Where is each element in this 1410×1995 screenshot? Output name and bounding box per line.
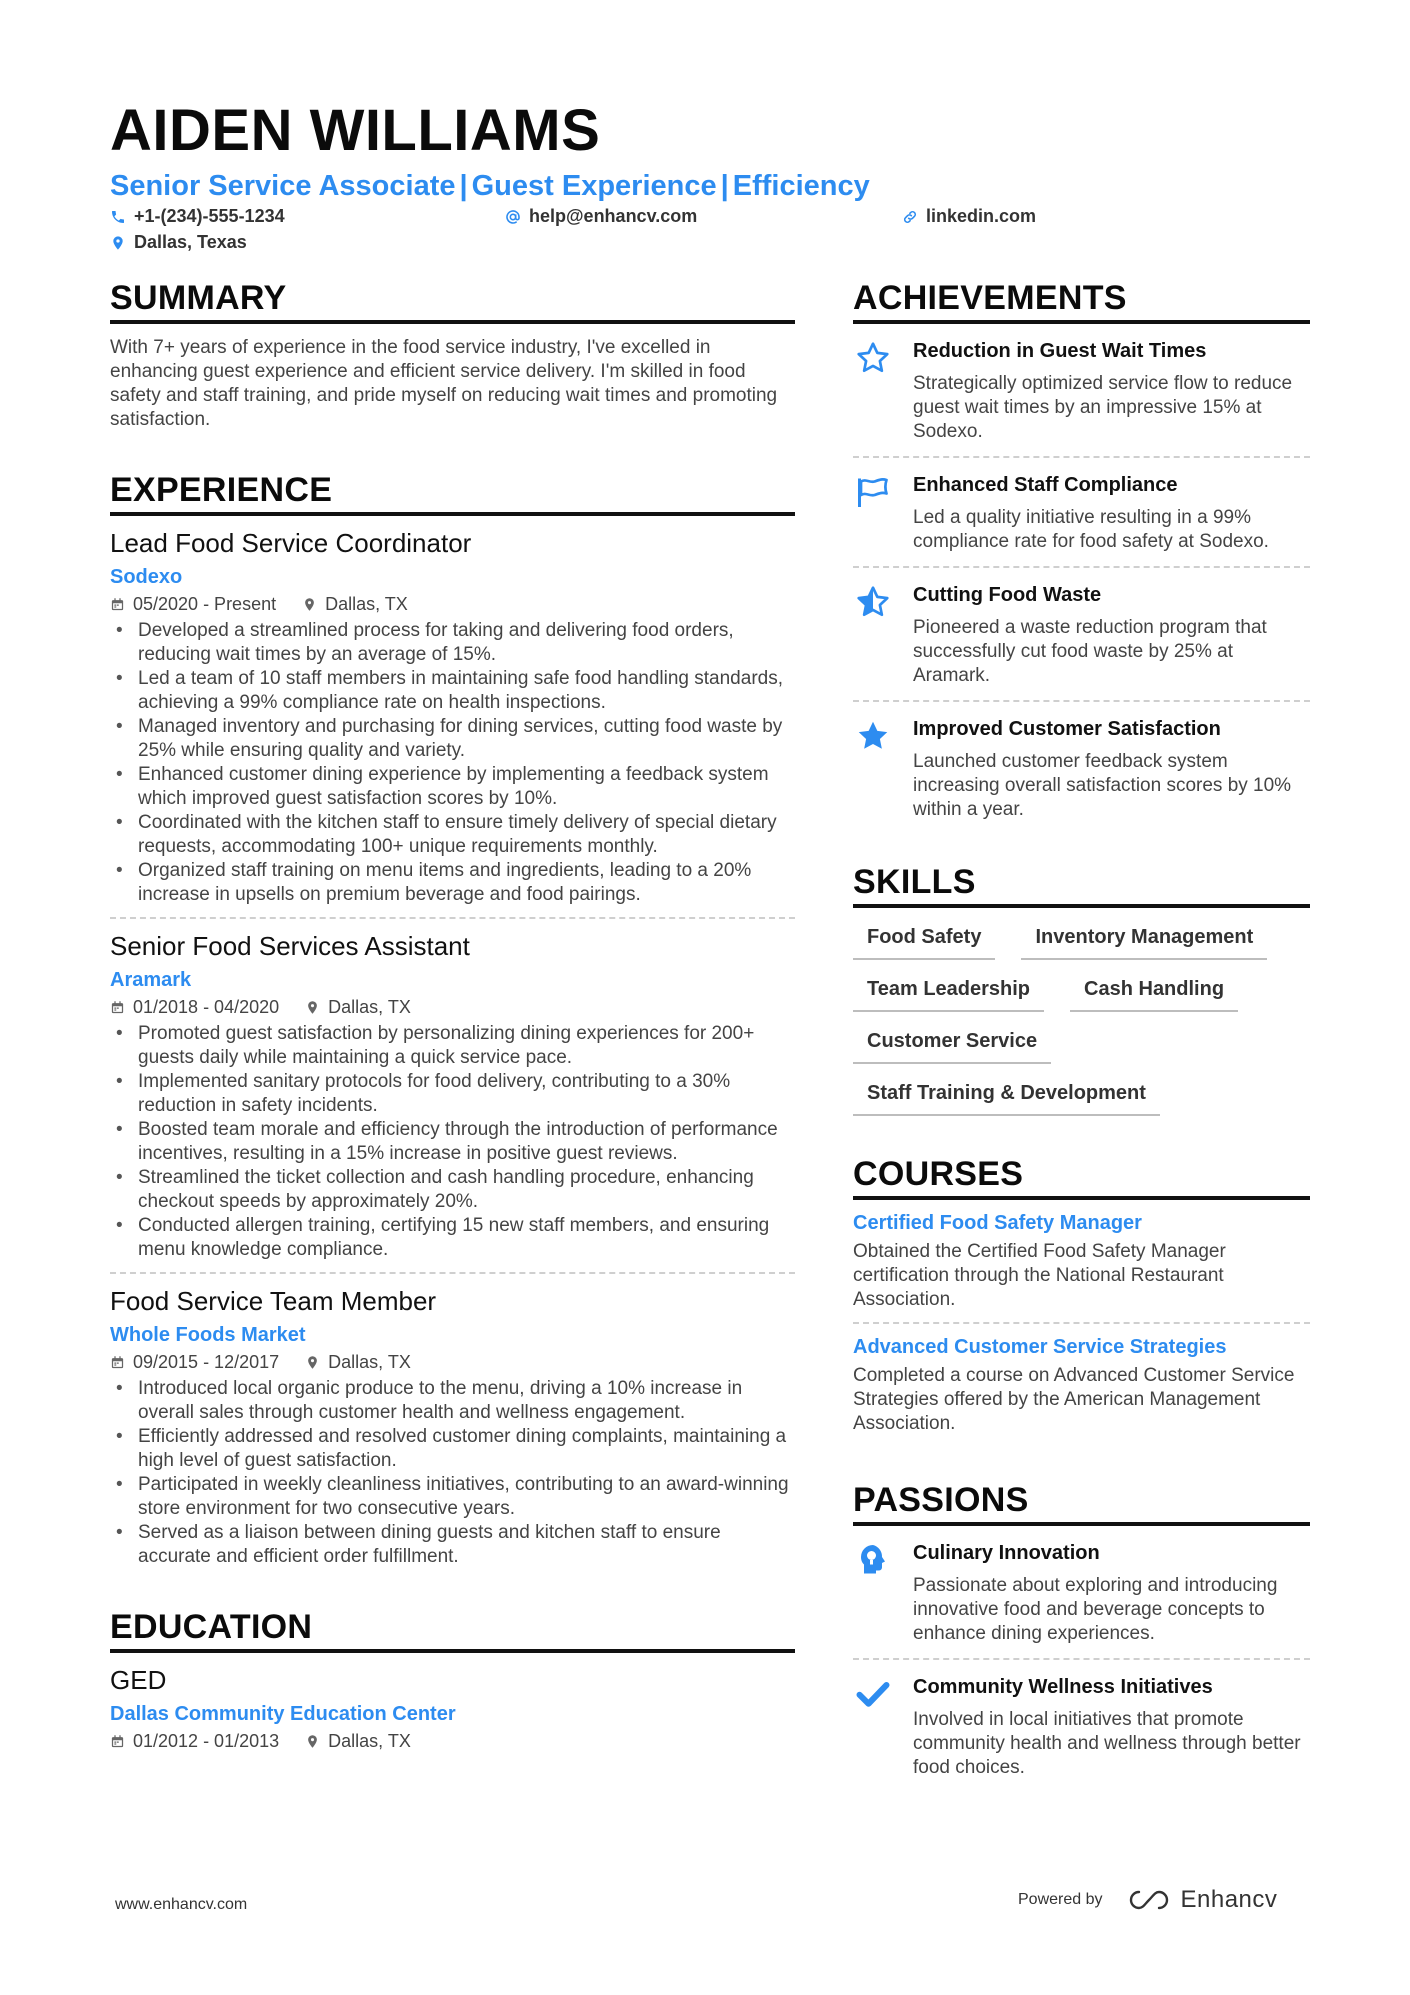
job-location-text: Dallas, TX (328, 997, 411, 1017)
left-column (110, 278, 795, 1752)
job-bullets (110, 1377, 795, 1569)
job-company[interactable]: Whole Foods Market (110, 1324, 306, 1346)
achievement-item (853, 702, 1310, 834)
star-filled-icon (855, 718, 891, 754)
experience-section (110, 470, 795, 1579)
education-school[interactable]: Dallas Community Education Center (110, 1703, 456, 1725)
skill-tag: Team Leadership (853, 976, 1044, 1012)
education-section (110, 1607, 795, 1752)
job-entry (110, 526, 795, 919)
education-meta (110, 1731, 795, 1752)
course-item (853, 1324, 1310, 1446)
course-title[interactable]: Advanced Customer Service Strategies (853, 1336, 1227, 1358)
job-dates (110, 1352, 279, 1373)
right-column (853, 278, 1310, 1792)
enhancv-logo-icon (1127, 1887, 1171, 1913)
flag-icon (855, 474, 891, 510)
passion-item (853, 1526, 1310, 1660)
linkedin-text: linkedin.com (926, 206, 1037, 226)
achievement-title: Enhanced Staff Compliance (913, 474, 1178, 496)
achievement-desc: Pioneered a waste reduction program that successfully cut food waste by 25% at Aramark. (913, 617, 1267, 686)
skills-section (853, 862, 1310, 1116)
course-desc: Obtained the Certified Food Safety Manager certification through the National Restaurant Association. (853, 1241, 1226, 1310)
powered-by-text: Powered by (1018, 1891, 1103, 1908)
bullet-item: • Boosted team morale and efficiency through the introduction of performance incentives, resulting in a 15% increase in positive guest reviews. (110, 1118, 795, 1166)
job-dates (110, 594, 276, 615)
job-company[interactable]: Aramark (110, 969, 192, 991)
calendar-icon (110, 597, 125, 612)
footer-website[interactable]: www.enhancv.com (115, 1896, 248, 1913)
achievement-desc: Led a quality initiative resulting in a 99% compliance rate for food safety at Sodexo. (913, 507, 1269, 552)
candidate-title (110, 168, 1310, 204)
location-pin-icon (110, 235, 126, 251)
phone-icon (110, 209, 126, 225)
section-heading: EDUCATION (110, 1607, 795, 1653)
contact-info (110, 206, 1310, 262)
achievement-title: Improved Customer Satisfaction (913, 718, 1221, 740)
education-dates (110, 1731, 279, 1752)
location-pin-icon (305, 1734, 320, 1749)
section-heading: ACHIEVEMENTS (853, 278, 1310, 324)
passion-title: Community Wellness Initiatives (913, 1676, 1213, 1698)
checkmark-icon (855, 1676, 891, 1712)
passion-title: Culinary Innovation (913, 1542, 1100, 1564)
head-bulb-icon (855, 1542, 891, 1578)
star-half-icon (855, 584, 891, 620)
job-meta (110, 594, 795, 615)
education-dates-text: 01/2012 - 01/2013 (133, 1731, 280, 1751)
title-separator: | (459, 170, 468, 202)
contact-email[interactable] (505, 206, 697, 227)
resume-header (110, 98, 1310, 262)
brand-logo[interactable] (1127, 1886, 1278, 1914)
job-meta (110, 1352, 795, 1373)
candidate-name: AIDEN WILLIAMS (110, 98, 601, 163)
title-separator: | (720, 170, 729, 202)
course-item (853, 1200, 1310, 1324)
bullet-item: • Enhanced customer dining experience by implementing a feedback system which improved guest satisfaction scores by 10%. (110, 763, 795, 811)
education-degree: GED (110, 1665, 167, 1695)
bullet-item: • Developed a streamlined process for taking and delivering food orders, reducing wait times by an average of 15%. (110, 619, 795, 667)
job-dates-text: 09/2015 - 12/2017 (133, 1352, 280, 1372)
achievement-desc: Strategically optimized service flow to reduce guest wait times by an impressive 15% at Sodexo. (913, 373, 1293, 442)
email-text: help@enhancv.com (529, 206, 698, 226)
title-part: Guest Experience (471, 170, 717, 202)
contact-phone[interactable] (110, 206, 285, 227)
job-company[interactable]: Sodexo (110, 566, 183, 588)
bullet-item: • Efficiently addressed and resolved customer dining complaints, maintaining a high level of guest satisfaction. (110, 1425, 795, 1473)
summary-text: With 7+ years of experience in the food service industry, I've excelled in enhancing guest experience and efficient service delivery. I'm skilled in food safety and staff training, and pride myself on reducing wait times and promoting satisfaction. (110, 337, 778, 430)
section-heading: SUMMARY (110, 278, 795, 324)
location-pin-icon (302, 597, 317, 612)
course-desc: Completed a course on Advanced Customer Service Strategies offered by the American Management Association. (853, 1365, 1295, 1434)
title-part: Efficiency (732, 170, 870, 202)
achievement-title: Cutting Food Waste (913, 584, 1102, 606)
skill-tag: Food Safety (853, 924, 995, 960)
job-location (302, 594, 408, 615)
bullet-item: • Participated in weekly cleanliness initiatives, contributing to an award-winning store environment for two consecutive years. (110, 1473, 795, 1521)
section-heading: PASSIONS (853, 1480, 1310, 1526)
job-dates-text: 05/2020 - Present (133, 594, 277, 614)
bullet-item: • Promoted guest satisfaction by personalizing dining experiences for 200+ guests daily while maintaining a quick service pace. (110, 1022, 795, 1070)
skill-tag: Customer Service (853, 1028, 1051, 1064)
education-location-text: Dallas, TX (328, 1731, 411, 1751)
star-outline-icon (855, 340, 891, 376)
location-pin-icon (305, 1355, 320, 1370)
achievement-item (853, 324, 1310, 458)
brand-name: Enhancv (1180, 1886, 1278, 1913)
bullet-item: • Introduced local organic produce to the menu, driving a 10% increase in overall sales through customer health and wellness engagement. (110, 1377, 795, 1425)
achievement-item (853, 568, 1310, 702)
calendar-icon (110, 1000, 125, 1015)
job-bullets (110, 619, 795, 907)
job-bullets (110, 1022, 795, 1262)
skill-tag: Inventory Management (1021, 924, 1267, 960)
achievement-title: Reduction in Guest Wait Times (913, 340, 1207, 362)
calendar-icon (110, 1355, 125, 1370)
job-location-text: Dallas, TX (325, 594, 408, 614)
contact-location (110, 232, 247, 253)
contact-linkedin[interactable] (902, 206, 1036, 227)
courses-section (853, 1154, 1310, 1446)
bullet-item: • Coordinated with the kitchen staff to ensure timely delivery of special dietary requests, accommodating 100+ unique requirements monthly. (110, 811, 795, 859)
job-entry (110, 929, 795, 1274)
passion-desc: Passionate about exploring and introducing innovative food and beverage concepts to enhance dining experiences. (913, 1575, 1278, 1644)
achievement-desc: Launched customer feedback system increasing overall satisfaction scores by 10% within a year. (913, 751, 1292, 820)
link-icon (902, 209, 918, 225)
skill-tag: Staff Training & Development (853, 1080, 1160, 1116)
title-part: Senior Service Associate (110, 170, 456, 202)
at-icon (505, 209, 521, 225)
passions-section (853, 1480, 1310, 1792)
location-text: Dallas, Texas (134, 232, 247, 252)
course-title[interactable]: Certified Food Safety Manager (853, 1212, 1142, 1234)
section-heading: EXPERIENCE (110, 470, 795, 516)
job-meta (110, 997, 795, 1018)
section-heading: SKILLS (853, 862, 1310, 908)
skill-tag: Cash Handling (1070, 976, 1238, 1012)
bullet-item: • Served as a liaison between dining guests and kitchen staff to ensure accurate and efficient order fulfillment. (110, 1521, 795, 1569)
bullet-item: • Implemented sanitary protocols for food delivery, contributing to a 30% reduction in safety incidents. (110, 1070, 795, 1118)
bullet-item: • Streamlined the ticket collection and cash handling procedure, enhancing checkout speeds by approximately 20%. (110, 1166, 795, 1214)
job-dates (110, 997, 279, 1018)
job-location (305, 997, 411, 1018)
passion-item (853, 1660, 1310, 1792)
job-role: Senior Food Services Assistant (110, 931, 470, 961)
skills-list (853, 924, 1310, 1116)
achievements-section (853, 278, 1310, 834)
bullet-item: • Managed inventory and purchasing for dining services, cutting food waste by 25% while ensuring quality and variety. (110, 715, 795, 763)
job-role: Lead Food Service Coordinator (110, 528, 472, 558)
bullet-item: • Organized staff training on menu items and ingredients, leading to a 20% increase in upsells on premium beverage and food pairings. (110, 859, 795, 907)
achievement-item (853, 458, 1310, 568)
bullet-item: • Led a team of 10 staff members in maintaining safe food handling standards, achieving a 99% compliance rate on health inspections. (110, 667, 795, 715)
passion-desc: Involved in local initiatives that promote community health and wellness through better food choices. (913, 1709, 1301, 1778)
job-entry (110, 1284, 795, 1579)
section-heading: COURSES (853, 1154, 1310, 1200)
bullet-item: • Conducted allergen training, certifying 15 new staff members, and ensuring menu knowledge compliance. (110, 1214, 795, 1262)
job-dates-text: 01/2018 - 04/2020 (133, 997, 280, 1017)
job-location-text: Dallas, TX (328, 1352, 411, 1372)
education-location (305, 1731, 411, 1752)
summary-section (110, 278, 795, 432)
calendar-icon (110, 1734, 125, 1749)
location-pin-icon (305, 1000, 320, 1015)
footer-branding (1018, 1886, 1277, 1914)
job-location (305, 1352, 411, 1373)
job-role: Food Service Team Member (110, 1286, 437, 1316)
phone-text: +1-(234)-555-1234 (134, 206, 285, 226)
